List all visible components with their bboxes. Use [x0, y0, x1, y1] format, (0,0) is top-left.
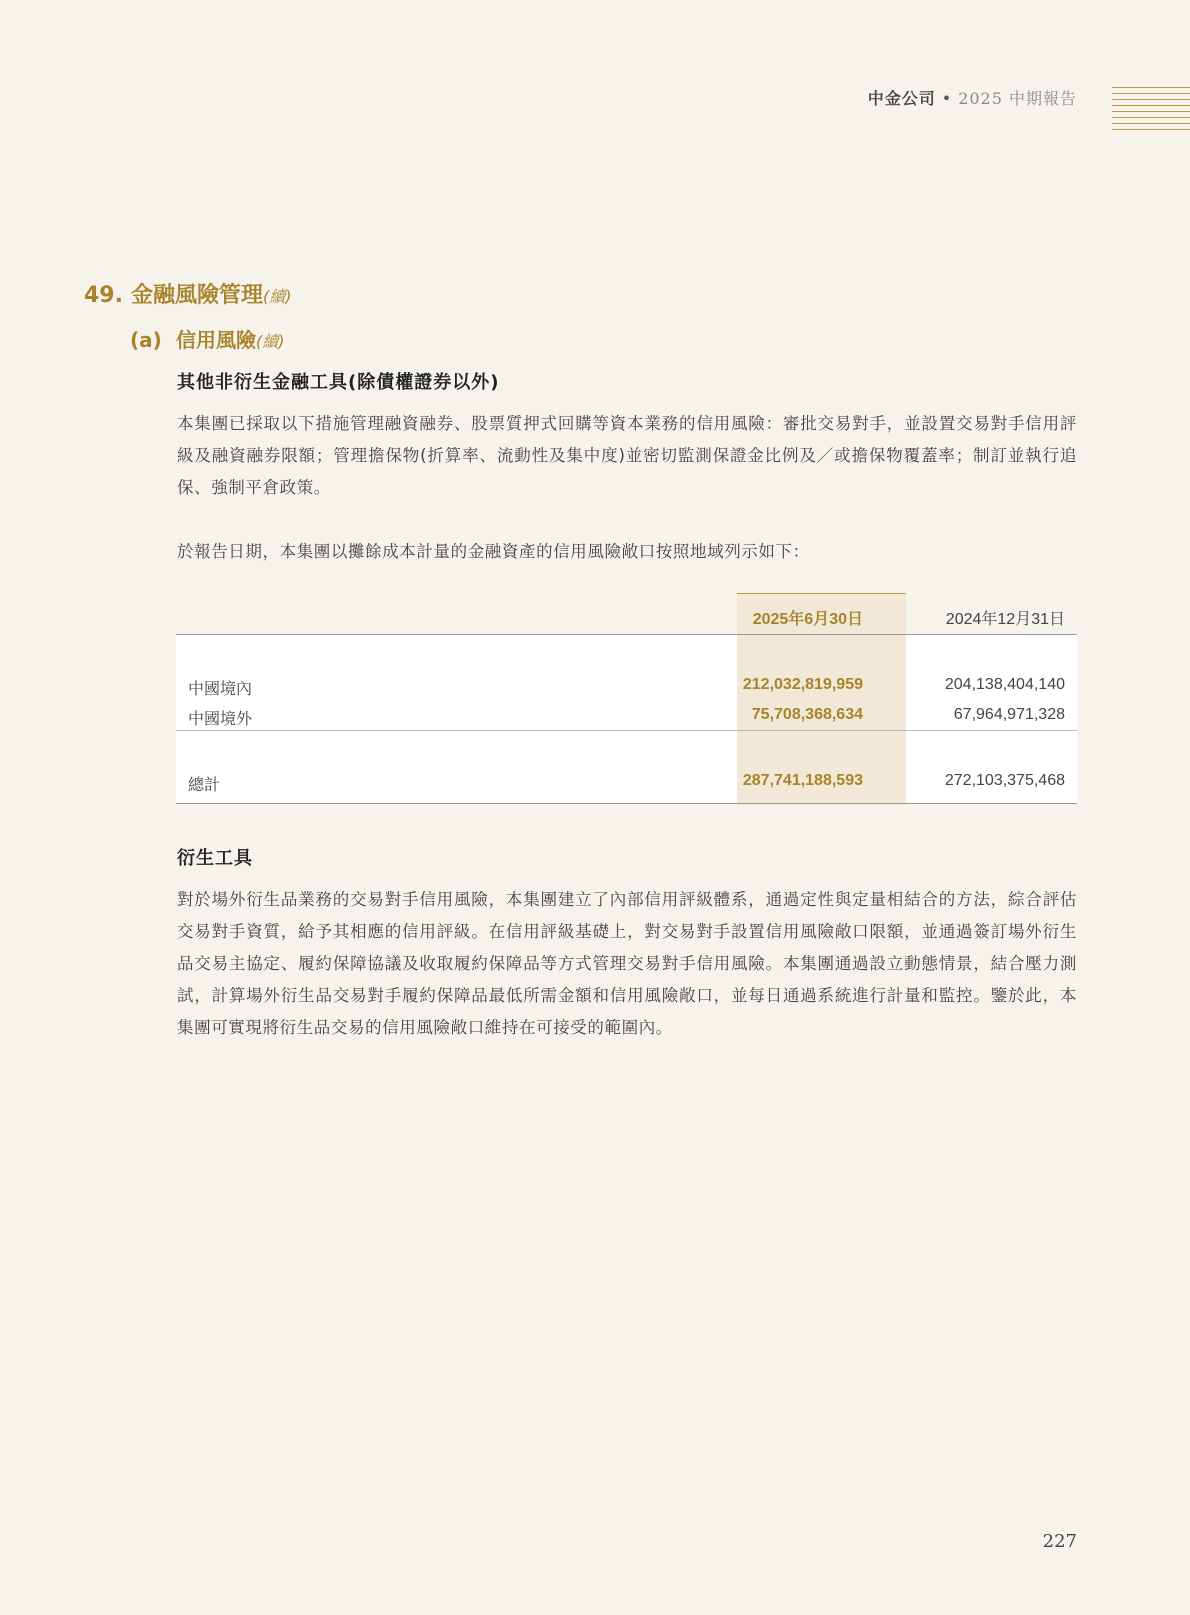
- subsection-number: (a): [130, 328, 162, 352]
- part1-paragraph-1: 本集團已採取以下措施管理融資融券、股票質押式回購等資本業務的信用風險：審批交易對手，並設置交易對手信用評級及融資融券限額；管理擔保物(折算率、流動性及集中度)並密切監測保證金比例及／或擔保物覆蓋率；制訂並執行追保、強制平倉政策。: [177, 414, 1077, 497]
- part1-heading: 其他非衍生金融工具(除債權證券以外): [177, 372, 500, 393]
- part1-paragraph-2: 於報告日期，本集團以攤餘成本計量的金融資產的信用風險敞口按照地域列示如下：: [177, 542, 810, 561]
- part2-heading: 衍生工具: [177, 848, 253, 869]
- section-title: 金融風險管理: [131, 283, 264, 308]
- part2-paragraph: 對於場外衍生品業務的交易對手信用風險，本集團建立了內部信用評級體系，通過定性與定量相結合的方法，綜合評估交易對手資質，給予其相應的信用評級。在信用評級基礎上，對交易對手設置信用風險敞口限額，並通過簽訂場外衍生品交易主協定、履約保障協議及收取履約保障品等方式管理交易對手信用風險。本集團通過設立動態情景，結合壓力測試，計算場外衍生品交易對手履約保障品最低所需金額和信用風險敞口，並每日通過系統進行計量和監控。鑒於此，本集團可實現將衍生品交易的信用風險敞口維持在可接受的範圍內。: [177, 890, 1077, 1037]
- section-number: 49.: [84, 283, 123, 308]
- section-continued: (續): [263, 287, 292, 306]
- page-number: 227: [1042, 1531, 1077, 1552]
- column-header-2025: 2025年6月30日: [752, 611, 863, 628]
- section-heading: [84, 278, 292, 309]
- row-value-domestic-2024: 204,138,404,140: [944, 676, 1065, 693]
- row-value-total-2024: 272,103,375,468: [944, 772, 1065, 789]
- column-header-2024: 2024年12月31日: [945, 611, 1065, 628]
- header-company: 中金公司: [867, 89, 936, 108]
- row-value-overseas-2024: 67,964,971,328: [953, 706, 1065, 723]
- row-value-domestic-2025: 212,032,819,959: [742, 676, 863, 693]
- header-stripes-decoration: [1112, 87, 1190, 135]
- header-separator: •: [941, 89, 953, 108]
- header-report-title: 2025 中期報告: [958, 89, 1077, 108]
- row-value-total-2025: 287,741,188,593: [742, 772, 863, 789]
- running-header: [868, 86, 1077, 109]
- subsection-heading: [130, 324, 285, 353]
- row-value-overseas-2025: 75,708,368,634: [751, 706, 863, 723]
- row-label-overseas: 中國境外: [188, 709, 253, 728]
- subsection-title: 信用風險: [176, 328, 256, 352]
- subsection-continued: (續): [256, 332, 285, 351]
- row-label-total: 總計: [188, 775, 221, 794]
- row-label-domestic: 中國境內: [188, 679, 253, 698]
- credit-exposure-table: [176, 593, 1077, 804]
